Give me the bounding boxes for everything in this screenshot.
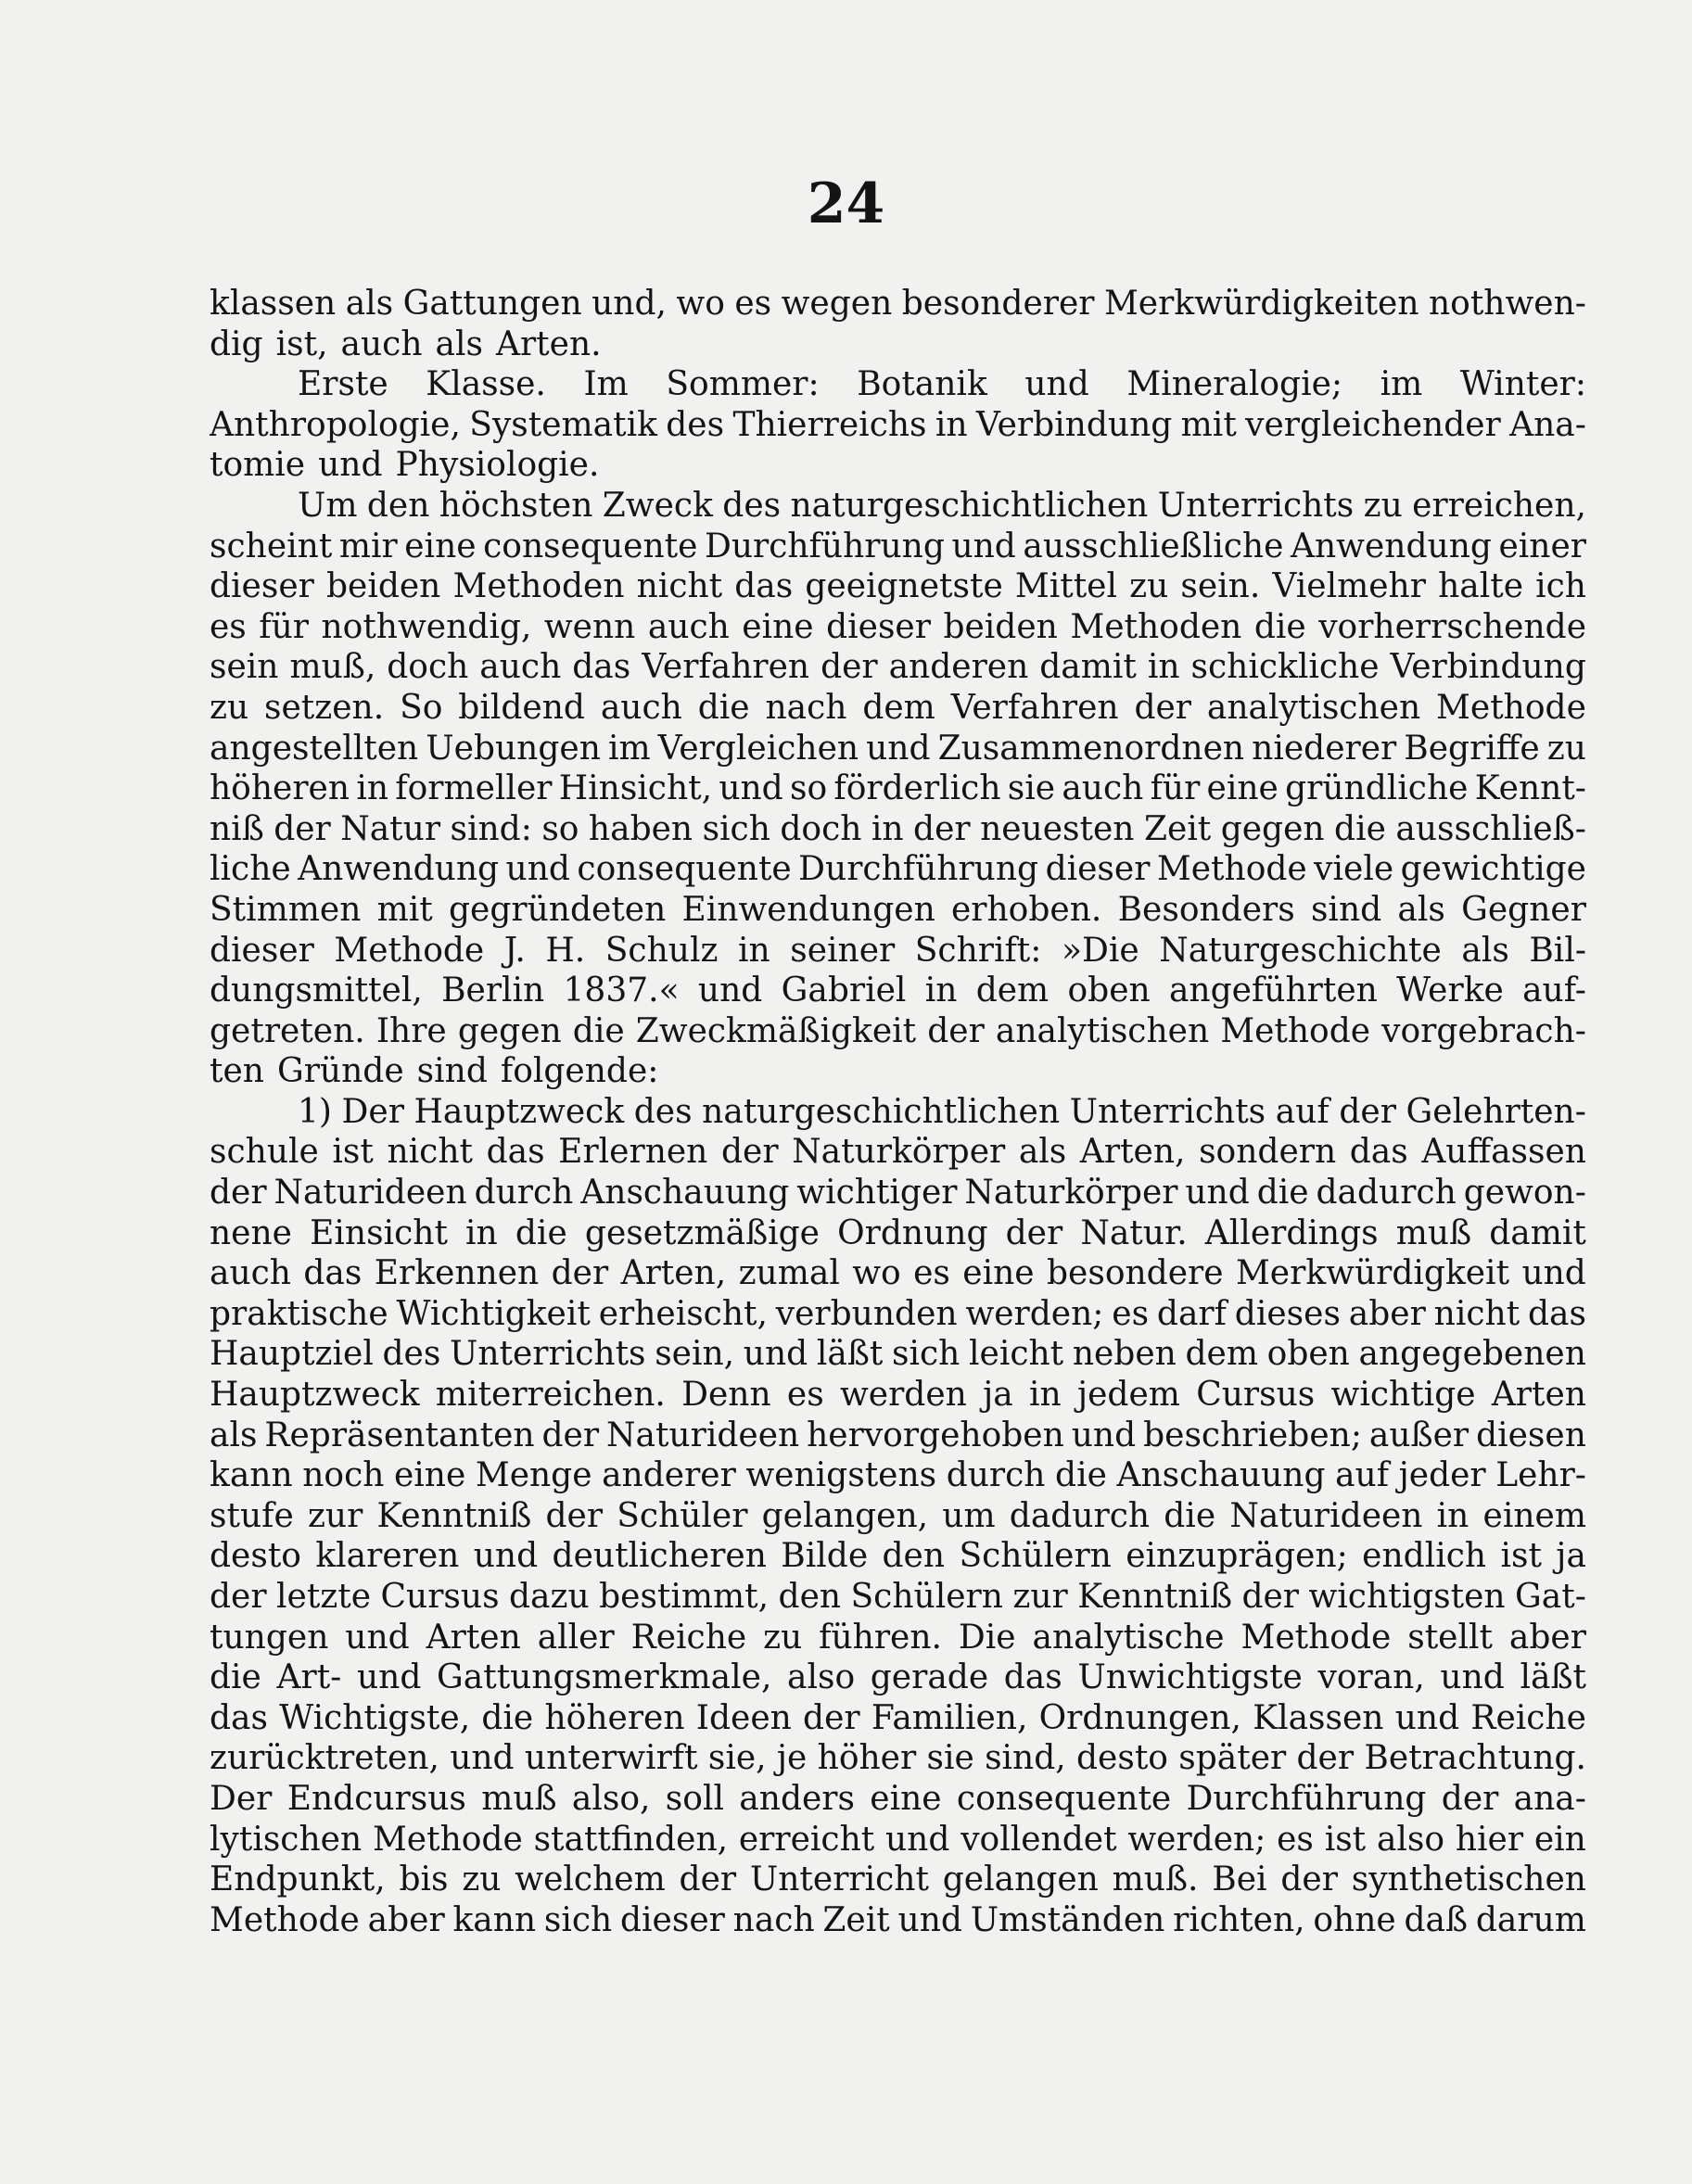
- text-line: scheint mir eine consequente Durchführung und ausschließliche Anwendung einer: [210, 527, 1586, 565]
- text-line: Methode aber kann sich dieser nach Zeit und Umständen richten, ohne daß darum: [210, 1900, 1586, 1939]
- text-line: niß der Natur sind: so haben sich doch in der neuesten Zeit gegen die ausschließ-: [210, 809, 1586, 848]
- text-line: der letzte Cursus dazu bestimmt, den Schülern zur Kenntniß der wichtigsten Gat-: [210, 1578, 1586, 1616]
- text-line: höheren in formeller Hinsicht, und so förderlich sie auch für eine gründliche Kennt-: [210, 769, 1586, 808]
- text-line: Stimmen mit gegründeten Einwendungen erhoben. Besonders sind als Gegner: [210, 890, 1586, 929]
- text-line: klassen als Gattungen und, wo es wegen besonderer Merkwürdigkeiten nothwen-: [210, 285, 1586, 323]
- text-line: liche Anwendung und consequente Durchführung dieser Methode viele gewichtige: [210, 850, 1586, 889]
- text-line: dig ist, auch als Arten.: [210, 324, 602, 363]
- text-line: dungsmittel, Berlin 1837.« und Gabriel in dem oben angeführten Werke auf-: [210, 971, 1586, 1010]
- text-line: dieser beiden Methoden nicht das geeignetste Mittel zu sein. Vielmehr halte ich: [210, 567, 1586, 606]
- text-line: tomie und Physiologie.: [210, 446, 600, 485]
- text-line: als Repräsentanten der Naturideen hervorgehoben und beschrieben; außer diesen: [210, 1416, 1586, 1454]
- text-line: schule ist nicht das Erlernen der Naturkörper als Arten, sondern das Auffassen: [210, 1133, 1586, 1172]
- text-line: Um den höchsten Zweck des naturgeschichtlichen Unterrichts zu erreichen,: [298, 486, 1586, 525]
- text-line: 1) Der Hauptzweck des naturgeschichtlichen Unterrichts auf der Gelehrten-: [298, 1092, 1586, 1131]
- text-line: nene Einsicht in die gesetzmäßige Ordnung der Natur. Allerdings muß damit: [210, 1213, 1586, 1252]
- text-line: es für nothwendig, wenn auch eine dieser beiden Methoden die vorherrschende: [210, 607, 1586, 646]
- text-line: sein muß, doch auch das Verfahren der anderen damit in schickliche Verbindung: [210, 648, 1586, 687]
- text-line: praktische Wichtigkeit erheischt, verbunden werden; es darf dieses aber nicht das: [210, 1294, 1586, 1333]
- text-line: Anthropologie, Systematik des Thierreichs in Verbindung mit vergleichender Ana-: [210, 405, 1586, 444]
- text-line: Der Endcursus muß also, soll anders eine consequente Durchführung der ana-: [210, 1779, 1586, 1818]
- text-line: Erste Klasse. Im Sommer: Botanik und Mineralogie; im Winter:: [298, 365, 1586, 404]
- text-line: kann noch eine Menge anderer wenigstens durch die Anschauung auf jeder Lehr-: [210, 1456, 1586, 1495]
- text-line: der Naturideen durch Anschauung wichtiger Naturkörper und die dadurch gewon-: [210, 1174, 1586, 1213]
- text-line: lytischen Methode stattfinden, erreicht und vollendet werden; es ist also hier ein: [210, 1820, 1586, 1859]
- text-line: das Wichtigste, die höheren Ideen der Familien, Ordnungen, Klassen und Reiche: [210, 1698, 1586, 1737]
- body-text: [210, 284, 1586, 1940]
- text-line: dieser Methode J. H. Schulz in seiner Schrift: »Die Naturgeschichte als Bil-: [210, 931, 1586, 970]
- text-line: desto klareren und deutlicheren Bilde den Schülern einzuprägen; endlich ist ja: [210, 1537, 1586, 1576]
- text-line: Endpunkt, bis zu welchem der Unterricht gelangen muß. Bei der synthetischen: [210, 1860, 1586, 1899]
- text-line: ten Gründe sind folgende:: [210, 1052, 659, 1091]
- text-line: tungen und Arten aller Reiche zu führen. Die analytische Methode stellt aber: [210, 1618, 1586, 1657]
- page-number: 24: [807, 171, 885, 236]
- text-line: Hauptziel des Unterrichts sein, und läßt sich leicht neben dem oben angegebenen: [210, 1335, 1586, 1374]
- text-line: stufe zur Kenntniß der Schüler gelangen, um dadurch die Naturideen in einem: [210, 1496, 1586, 1535]
- text-line: zu setzen. So bildend auch die nach dem Verfahren der analytischen Methode: [210, 688, 1586, 727]
- text-line: angestellten Uebungen im Vergleichen und Zusammenordnen niederer Begriffe zu: [210, 729, 1586, 768]
- text-line: zurücktreten, und unterwirft sie, je höher sie sind, desto später der Betrachtung.: [210, 1739, 1586, 1778]
- text-line: auch das Erkennen der Arten, zumal wo es eine besondere Merkwürdigkeit und: [210, 1254, 1586, 1293]
- text-line: die Art- und Gattungsmerkmale, also gerade das Unwichtigste voran, und läßt: [210, 1658, 1586, 1697]
- text-line: Hauptzweck miterreichen. Denn es werden ja in jedem Cursus wichtige Arten: [210, 1376, 1586, 1415]
- text-line: getreten. Ihre gegen die Zweckmäßigkeit der analytischen Methode vorgebrach-: [210, 1011, 1586, 1050]
